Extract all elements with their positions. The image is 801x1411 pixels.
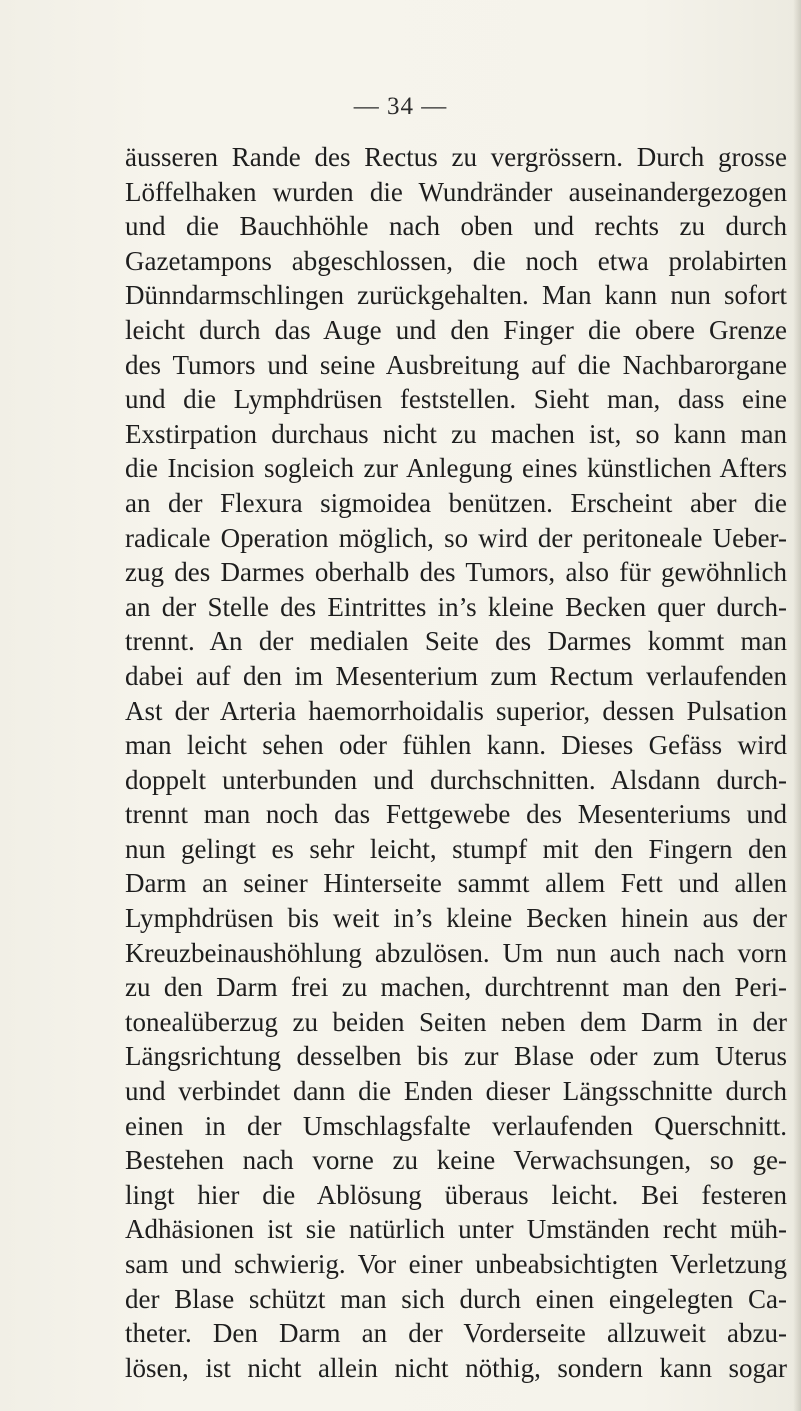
text-line: Dünndarmschlingen zurückgehalten. Man kann nun sofort	[125, 280, 787, 311]
page-number: — 34 —	[353, 93, 448, 120]
text-line: und verbindet dann die Enden dieser Längsschnitte durch	[125, 1076, 787, 1107]
text-line: Lymphdrüsen bis weit in’s kleine Becken hinein aus der	[125, 903, 787, 934]
text-line: des Tumors und seine Ausbreitung auf die Nachbarorgane	[125, 349, 787, 380]
text-line: der Blase schützt man sich durch einen eingelegten Ca-	[125, 1283, 787, 1314]
text-line: nun gelingt es sehr leicht, stumpf mit den Fingern den	[125, 833, 787, 864]
text-line: leicht durch das Auge und den Finger die obere Grenze	[125, 314, 787, 345]
text-line: an der Stelle des Eintrittes in’s kleine Becken quer durch-	[125, 591, 787, 622]
text-line: theter. Den Darm an der Vorderseite allzuweit abzu-	[125, 1318, 787, 1349]
text-line: lingt hier die Ablösung überaus leicht. Bei festeren	[125, 1179, 787, 1210]
body-text	[125, 140, 787, 1385]
text-line: die Incision sogleich zur Anlegung eines künstlichen Afters	[125, 453, 787, 484]
text-line: Gazetampons abgeschlossen, die noch etwa prolabirten	[125, 245, 787, 276]
text-line: einen in der Umschlagsfalte verlaufenden Querschnitt.	[125, 1110, 787, 1141]
page-edge-shadow	[793, 0, 801, 1411]
text-line: lösen, ist nicht allein nicht nöthig, sondern kann sogar	[125, 1352, 787, 1383]
text-line: tonealüberzug zu beiden Seiten neben dem Darm in der	[125, 1006, 787, 1037]
text-line: Bestehen nach vorne zu keine Verwachsungen, so ge-	[125, 1145, 787, 1176]
text-line: Ast der Arteria haemorrhoidalis superior, dessen Pulsation	[125, 695, 787, 726]
text-line: man leicht sehen oder fühlen kann. Dieses Gefäss wird	[125, 730, 787, 761]
text-line: Längsrichtung desselben bis zur Blase oder zum Uterus	[125, 1041, 787, 1072]
text-line: Exstirpation durchaus nicht zu machen ist, so kann man	[125, 418, 787, 449]
text-line: radicale Operation möglich, so wird der peritoneale Ueber-	[125, 522, 787, 553]
text-line: und die Bauchhöhle nach oben und rechts zu durch	[125, 211, 787, 242]
text-line: und die Lymphdrüsen feststellen. Sieht man, dass eine	[125, 384, 787, 415]
text-line: zu den Darm frei zu machen, durchtrennt man den Peri-	[125, 972, 787, 1003]
text-line: doppelt unterbunden und durchschnitten. Alsdann durch-	[125, 764, 787, 795]
text-line: zug des Darmes oberhalb des Tumors, also für gewöhnlich	[125, 557, 787, 588]
text-line: Kreuzbeinaushöhlung abzulösen. Um nun auch nach vorn	[125, 937, 787, 968]
text-line: äusseren Rande des Rectus zu vergrössern. Durch grosse	[125, 142, 787, 172]
text-line: trennt man noch das Fettgewebe des Mesenteriums und	[125, 799, 787, 830]
text-line: an der Flexura sigmoidea benützen. Erscheint aber die	[125, 487, 787, 518]
text-line: Adhäsionen ist sie natürlich unter Umständen recht müh-	[125, 1214, 787, 1245]
text-line: Löffelhaken wurden die Wundränder auseinandergezogen	[125, 176, 787, 207]
text-line: dabei auf den im Mesenterium zum Rectum verlaufenden	[125, 660, 787, 691]
text-line: Darm an seiner Hinterseite sammt allem Fett und allen	[125, 868, 787, 899]
text-line: trennt. An der medialen Seite des Darmes kommt man	[125, 626, 787, 657]
text-line: sam und schwierig. Vor einer unbeabsichtigten Verletzung	[125, 1249, 787, 1279]
